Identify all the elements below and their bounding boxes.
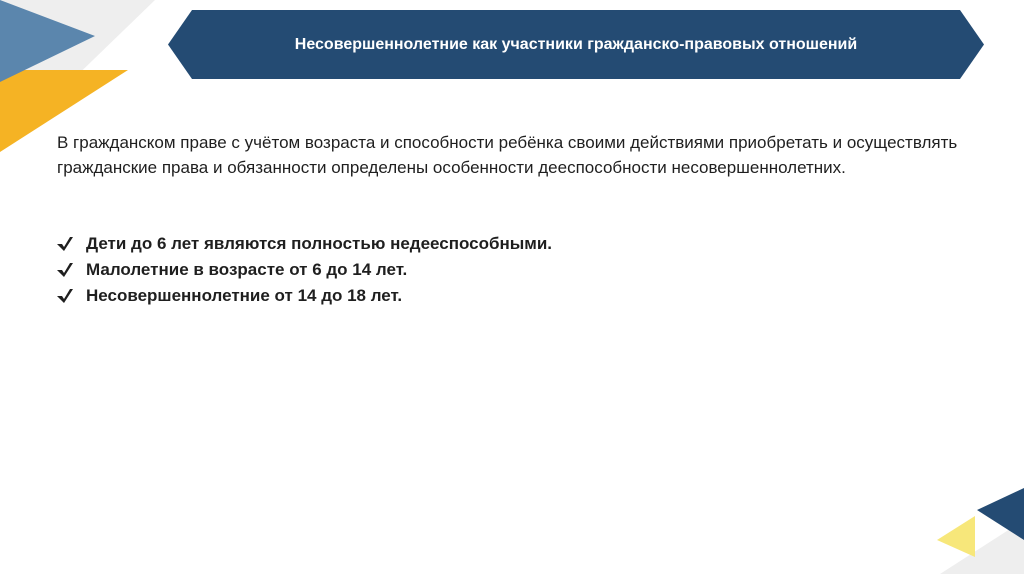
checkmark-arrow-icon <box>57 289 73 303</box>
bullet-text: Несовершеннолетние от 14 до 18 лет. <box>86 286 403 305</box>
bullet-text: Малолетние в возрасте от 6 до 14 лет. <box>86 260 408 279</box>
pale-yellow-triangle <box>937 516 975 557</box>
title-banner <box>168 10 984 79</box>
bullet-list <box>57 231 552 309</box>
page-title: Несовершеннолетние как участники гражданско-правовых отношений <box>294 35 858 53</box>
list-item <box>57 283 552 309</box>
navy-corner-triangle <box>977 488 1024 540</box>
list-item <box>57 231 552 257</box>
bullet-text: Дети до 6 лет являются полностью недееспособными. <box>86 234 553 253</box>
checkmark-arrow-icon <box>57 263 73 277</box>
light-gray-corner-triangle <box>940 520 1024 574</box>
checkmark-arrow-icon <box>57 237 73 251</box>
intro-paragraph: В гражданском праве с учётом возраста и способности ребёнка своими действиями приобретать и осуществлять гражданские права и обязанности определены особенности дееспособности несовершеннолетних. <box>57 133 958 177</box>
list-item <box>57 257 552 283</box>
